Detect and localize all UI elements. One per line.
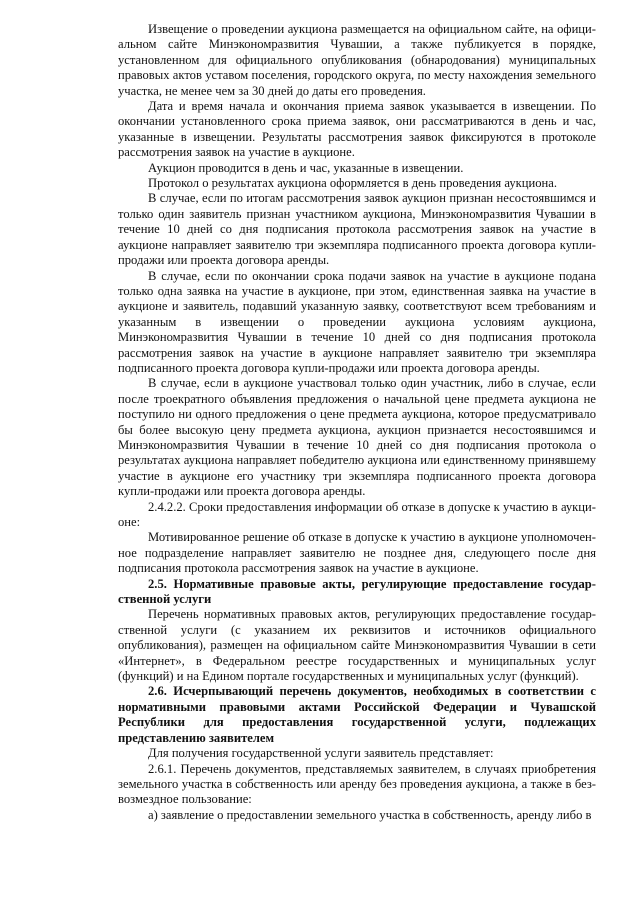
paragraph-single-application: В случае, если по окончании срока подачи заявок на участие в аукционе подана только одна заявка на участие в аукционе, при этом, единственная заявка на участие в аукционе и заявитель, подавший указанную заявку, соответствуют всем требованиям и указанным в извещении о проведении аукциона условиям аукциона, Минэкономразвития Чувашии в течение 10 дней со дня подписания протокола рассмотрения заявок на участие в аукционе направляет заявителю три экземпляра подписанного проекта договора купли-продажи или проекта договора аренды. <box>118 268 596 375</box>
paragraph-legal-acts-list: Перечень нормативных правовых актов, регулирующих предоставление государственной услуги (с указанием их реквизитов и источников официального опубликования), размещен на официальном сайте Минэкономразвития Чувашии в сети «Интернет», в Федеральном реестре государственных и муниципальных услуг (функций) и на Едином портале государственных и муниципальных услуг (функций). <box>118 607 596 684</box>
paragraph-refusal-decision: Мотивированное решение об отказе в допуске к участию в аукционе уполномоченное подразделение направляет заявителю не позднее дня, следующего после дня подписания протокола рассмотрения заявок на участие в аукционе. <box>118 530 596 576</box>
paragraph-application-dates: Дата и время начала и окончания приема заявок указывается в извещении. По окончании установленного срока приема заявок, они рассматриваются в день и час, указанные в извещении. Результаты рассмотрения заявок фиксируются в протоколе рассмотрения заявок на участие в аукционе. <box>118 99 596 160</box>
paragraph-refusal-terms: 2.4.2.2. Сроки предоставления информации об отказе в допуске к участию в аукционе: <box>118 499 596 529</box>
paragraph-applicant-submits: Для получения государственной услуги заявитель представляет: <box>148 746 494 761</box>
paragraph-notice-publication: Извещение о проведении аукциона размещается на официальном сайте, на официальном сайте Минэкономразвития Чувашии, а также публикуется в порядке, установленном для официального опубликования (обнародования) муниципальных правовых актов уставом поселения, городского округа, по месту нахождения земельного участка, не менее чем за 30 дней до даты его проведения. <box>118 22 596 98</box>
paragraph-auction-failed: В случае, если в аукционе участвовал только один участник, либо в случае, если после троекратного объявления предложения о начальной цене предмета аукциона не поступило ни одного предложения о цене предмета аукциона, которое предусматривало бы более высокую цену предмета аукциона, аукцион признается несостоявшимся и Минэкономразвития Чувашии в течение 10 дней со дня подписания протокола о результатах аукциона направляет победителю аукциона или единственному принявшему участие в аукционе его участнику три экземпляра подписанного проекта договора купли-продажи или проекта договора аренды. <box>118 376 596 499</box>
paragraph-single-participant: В случае, если по итогам рассмотрения заявок аукцион признан несостоявшимся и только один заявитель признан участником аукциона, Минэкономразвития Чувашии в течение 10 дней со дня подписания протокола рассмотрения заявок на участие в аукционе направляет заявителю три экземпляра подписанного проекта договора купли-продажи или проекта договора аренды. <box>118 191 596 268</box>
paragraph-item-a: а) заявление о предоставлении земельного участка в собственность, аренду либо в <box>148 807 592 822</box>
paragraph-documents-list-2-6-1: 2.6.1. Перечень документов, представляемых заявителем, в случаях приобретения земельного участка в собственность или аренду без проведения аукциона, а также в безвозмездное пользование: <box>118 761 596 807</box>
paragraph-auction-protocol: Протокол о результатах аукциона оформляется в день проведения аукциона. <box>148 176 557 191</box>
section-heading-2-6: 2.6. Исчерпывающий перечень документов, необходимых в соответствии с нормативными правовыми актами Российской Федерации и Чувашской Республики для предоставления государственной услуги, подлежащих представлению заявителем <box>118 684 596 745</box>
paragraph-auction-time: Аукцион проводится в день и час, указанные в извещении. <box>148 160 464 175</box>
section-heading-2-5: 2.5. Нормативные правовые акты, регулирующие предоставление государственной услуги <box>118 576 596 607</box>
